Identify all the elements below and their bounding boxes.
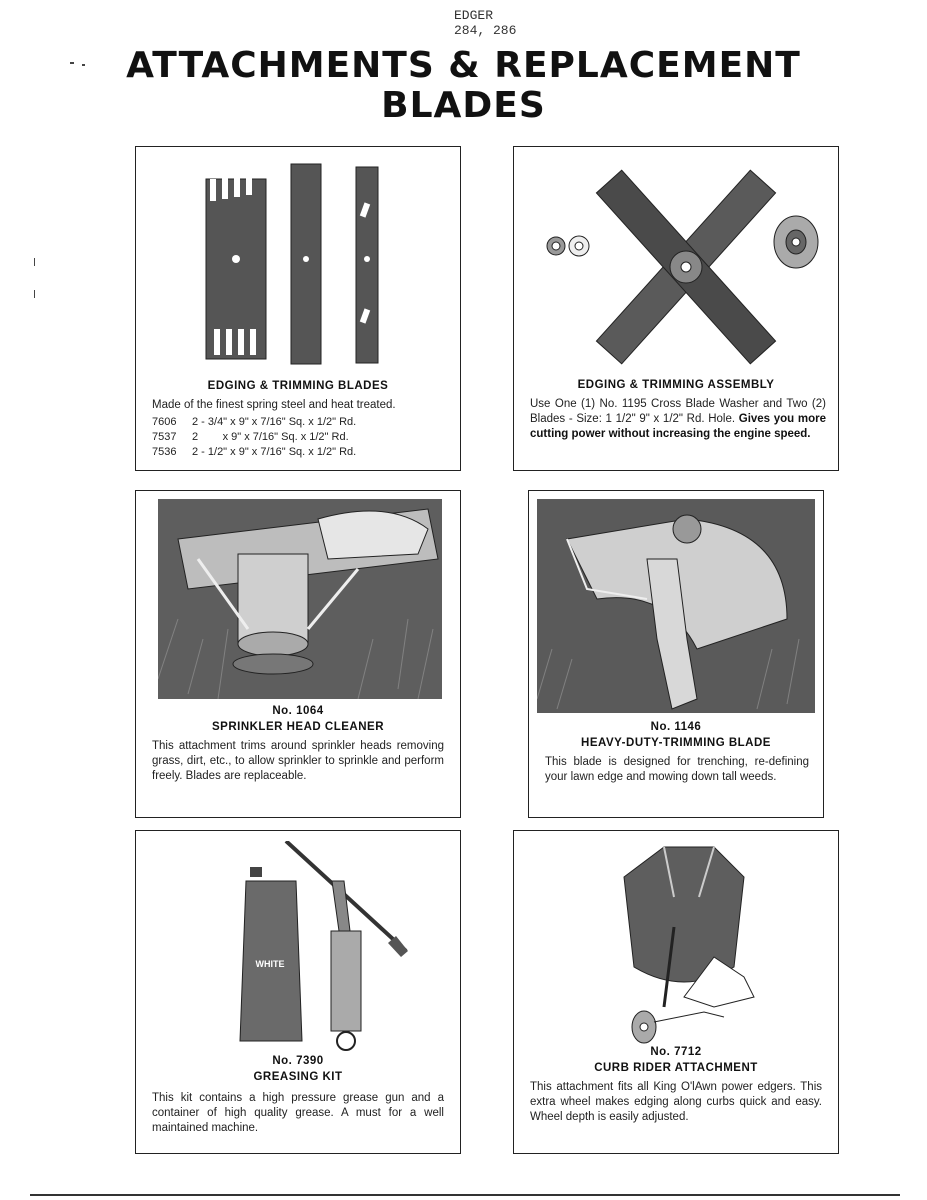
curb-rider-desc: This attachment fits all King O'lAwn power edgers. This extra wheel makes edging along curbs quick and easy. Wheel depth is easily adjusted. [530,1081,822,1123]
spec-row [152,415,452,430]
greasing-title: GREASING KIT [253,1071,343,1083]
blades-spec-list [152,415,452,460]
assembly-desc [530,397,826,442]
blades-desc: Made of the finest spring steel and heat treated. [152,399,396,411]
model-numbers: 284, 286 [454,23,517,38]
card-edging-trimming-blades [135,146,461,471]
spec-code: 7537 [152,431,177,443]
sprinkler-desc: This attachment trims around sprinkler heads removing grass, dirt, etc., to allow sprinkler to sprinkle and perform freely. Blades are replaceable. [152,740,444,782]
assembly-title: EDGING & TRIMMING ASSEMBLY [577,379,775,391]
greasing-kit-illustration [236,841,416,1051]
card-heavy-duty-trimming-blade [528,490,824,818]
spec-row [152,430,452,445]
curb-rider-number: No. 7712 [650,1046,702,1058]
heavy-duty-number: No. 1146 [650,721,702,733]
spec-size: 2 - 1/2" x 9" x 7/16" Sq. x 1/2" Rd. [192,446,357,458]
heavy-duty-title: HEAVY-DUTY-TRIMMING BLADE [581,737,771,749]
sprinkler-cleaner-photo [158,499,442,699]
page-title-line2: BLADES [381,85,546,126]
scan-mark [34,290,35,298]
spec-row [152,445,452,460]
spec-code: 7536 [152,446,177,458]
page-title-line1: ATTACHMENTS & REPLACEMENT [126,45,801,86]
greasing-number: No. 7390 [272,1055,324,1067]
grease-tube-label: WHITE [255,959,285,969]
cross-blade-illustration [534,162,824,372]
model-code [454,8,516,38]
blades-title: EDGING & TRIMMING BLADES [207,380,389,392]
model-name: EDGER [454,8,494,23]
greasing-desc: This kit contains a high pressure grease gun and a container of high quality grease. A must for a well maintained machine. [152,1092,444,1134]
sprinkler-title: SPRINKLER HEAD CLEANER [211,721,384,733]
footer-rule [30,1194,900,1196]
card-edging-trimming-assembly [513,146,839,471]
card-greasing-kit [135,830,461,1154]
assembly-desc-bold: Gives you more cutting power without increasing the engine speed. [530,413,826,440]
card-curb-rider-attachment [513,830,839,1154]
scan-mark [82,64,85,66]
scan-mark [70,62,74,64]
spec-size: 2 - 3/4" x 9" x 7/16" Sq. x 1/2" Rd. [192,416,357,428]
card-sprinkler-head-cleaner [135,490,461,818]
sprinkler-number: No. 1064 [272,705,324,717]
spec-size: 2 x 9" x 7/16" Sq. x 1/2" Rd. [192,431,349,443]
blades-illustration [196,159,406,369]
scan-mark [34,258,35,266]
heavy-duty-desc: This blade is designed for trenching, re-defining your lawn edge and mowing down tall weeds. [545,756,809,783]
assembly-desc-text: Use One (1) No. 1195 Cross Blade Washer and Two (2) Blades - Size: 1 1/2" 9" x 1/2" Rd. Hole. [530,398,826,425]
curb-rider-illustration [604,837,764,1047]
curb-rider-title: CURB RIDER ATTACHMENT [594,1062,758,1074]
heavy-duty-blade-photo [537,499,815,713]
spec-code: 7606 [152,416,177,428]
